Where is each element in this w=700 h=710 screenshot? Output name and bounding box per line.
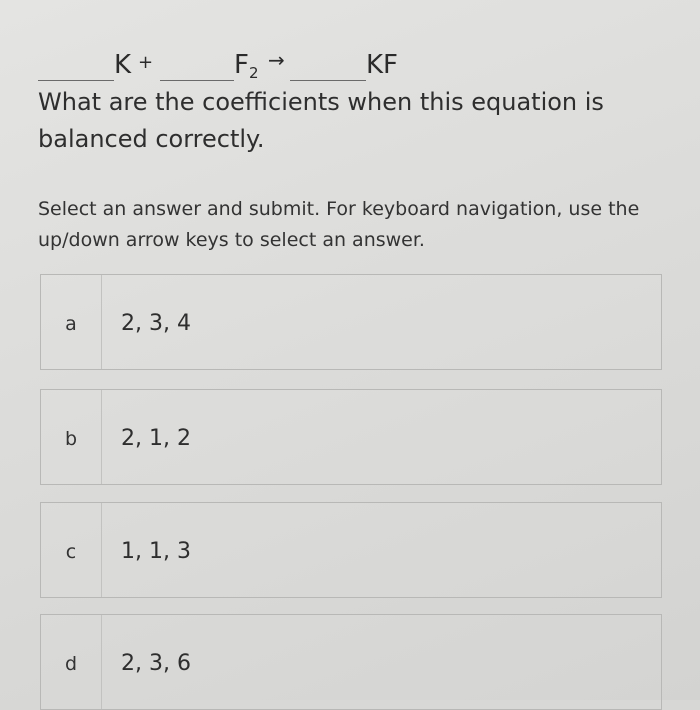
option-letter: c — [65, 541, 77, 563]
question-text: What are the coefficients when this equation is balanced correctly. — [38, 88, 604, 153]
option-letter-cell — [41, 615, 102, 709]
product-kf: KF — [366, 50, 399, 80]
coefficient-blank-1 — [38, 80, 114, 81]
option-text: 2, 3, 6 — [121, 651, 191, 676]
answer-option-a[interactable] — [40, 274, 662, 370]
option-text: 1, 1, 3 — [121, 539, 191, 564]
answer-option-b[interactable] — [40, 389, 662, 485]
reactant-fluorine — [234, 50, 259, 82]
option-letter-cell — [41, 390, 102, 484]
reactant-potassium: K — [114, 50, 132, 80]
coefficient-blank-3 — [290, 80, 366, 81]
option-text: 2, 1, 2 — [121, 426, 191, 451]
fluorine-subscript: 2 — [248, 64, 259, 82]
coefficient-blank-2 — [160, 80, 234, 81]
answer-option-c[interactable] — [40, 502, 662, 598]
option-letter: a — [65, 313, 77, 335]
option-letter: d — [64, 653, 78, 675]
option-letter: b — [64, 428, 78, 450]
option-text: 2, 3, 4 — [121, 311, 191, 336]
fluorine-symbol: F — [234, 50, 249, 80]
option-letter-cell — [41, 275, 102, 369]
chemical-equation — [38, 44, 458, 88]
reaction-arrow: → — [268, 48, 285, 72]
plus-sign: + — [138, 52, 154, 73]
option-letter-cell — [41, 503, 102, 597]
answer-option-d[interactable] — [40, 614, 662, 710]
instructions-text: Select an answer and submit. For keyboard navigation, use the up/down arrow keys to select an answer. — [38, 198, 640, 251]
